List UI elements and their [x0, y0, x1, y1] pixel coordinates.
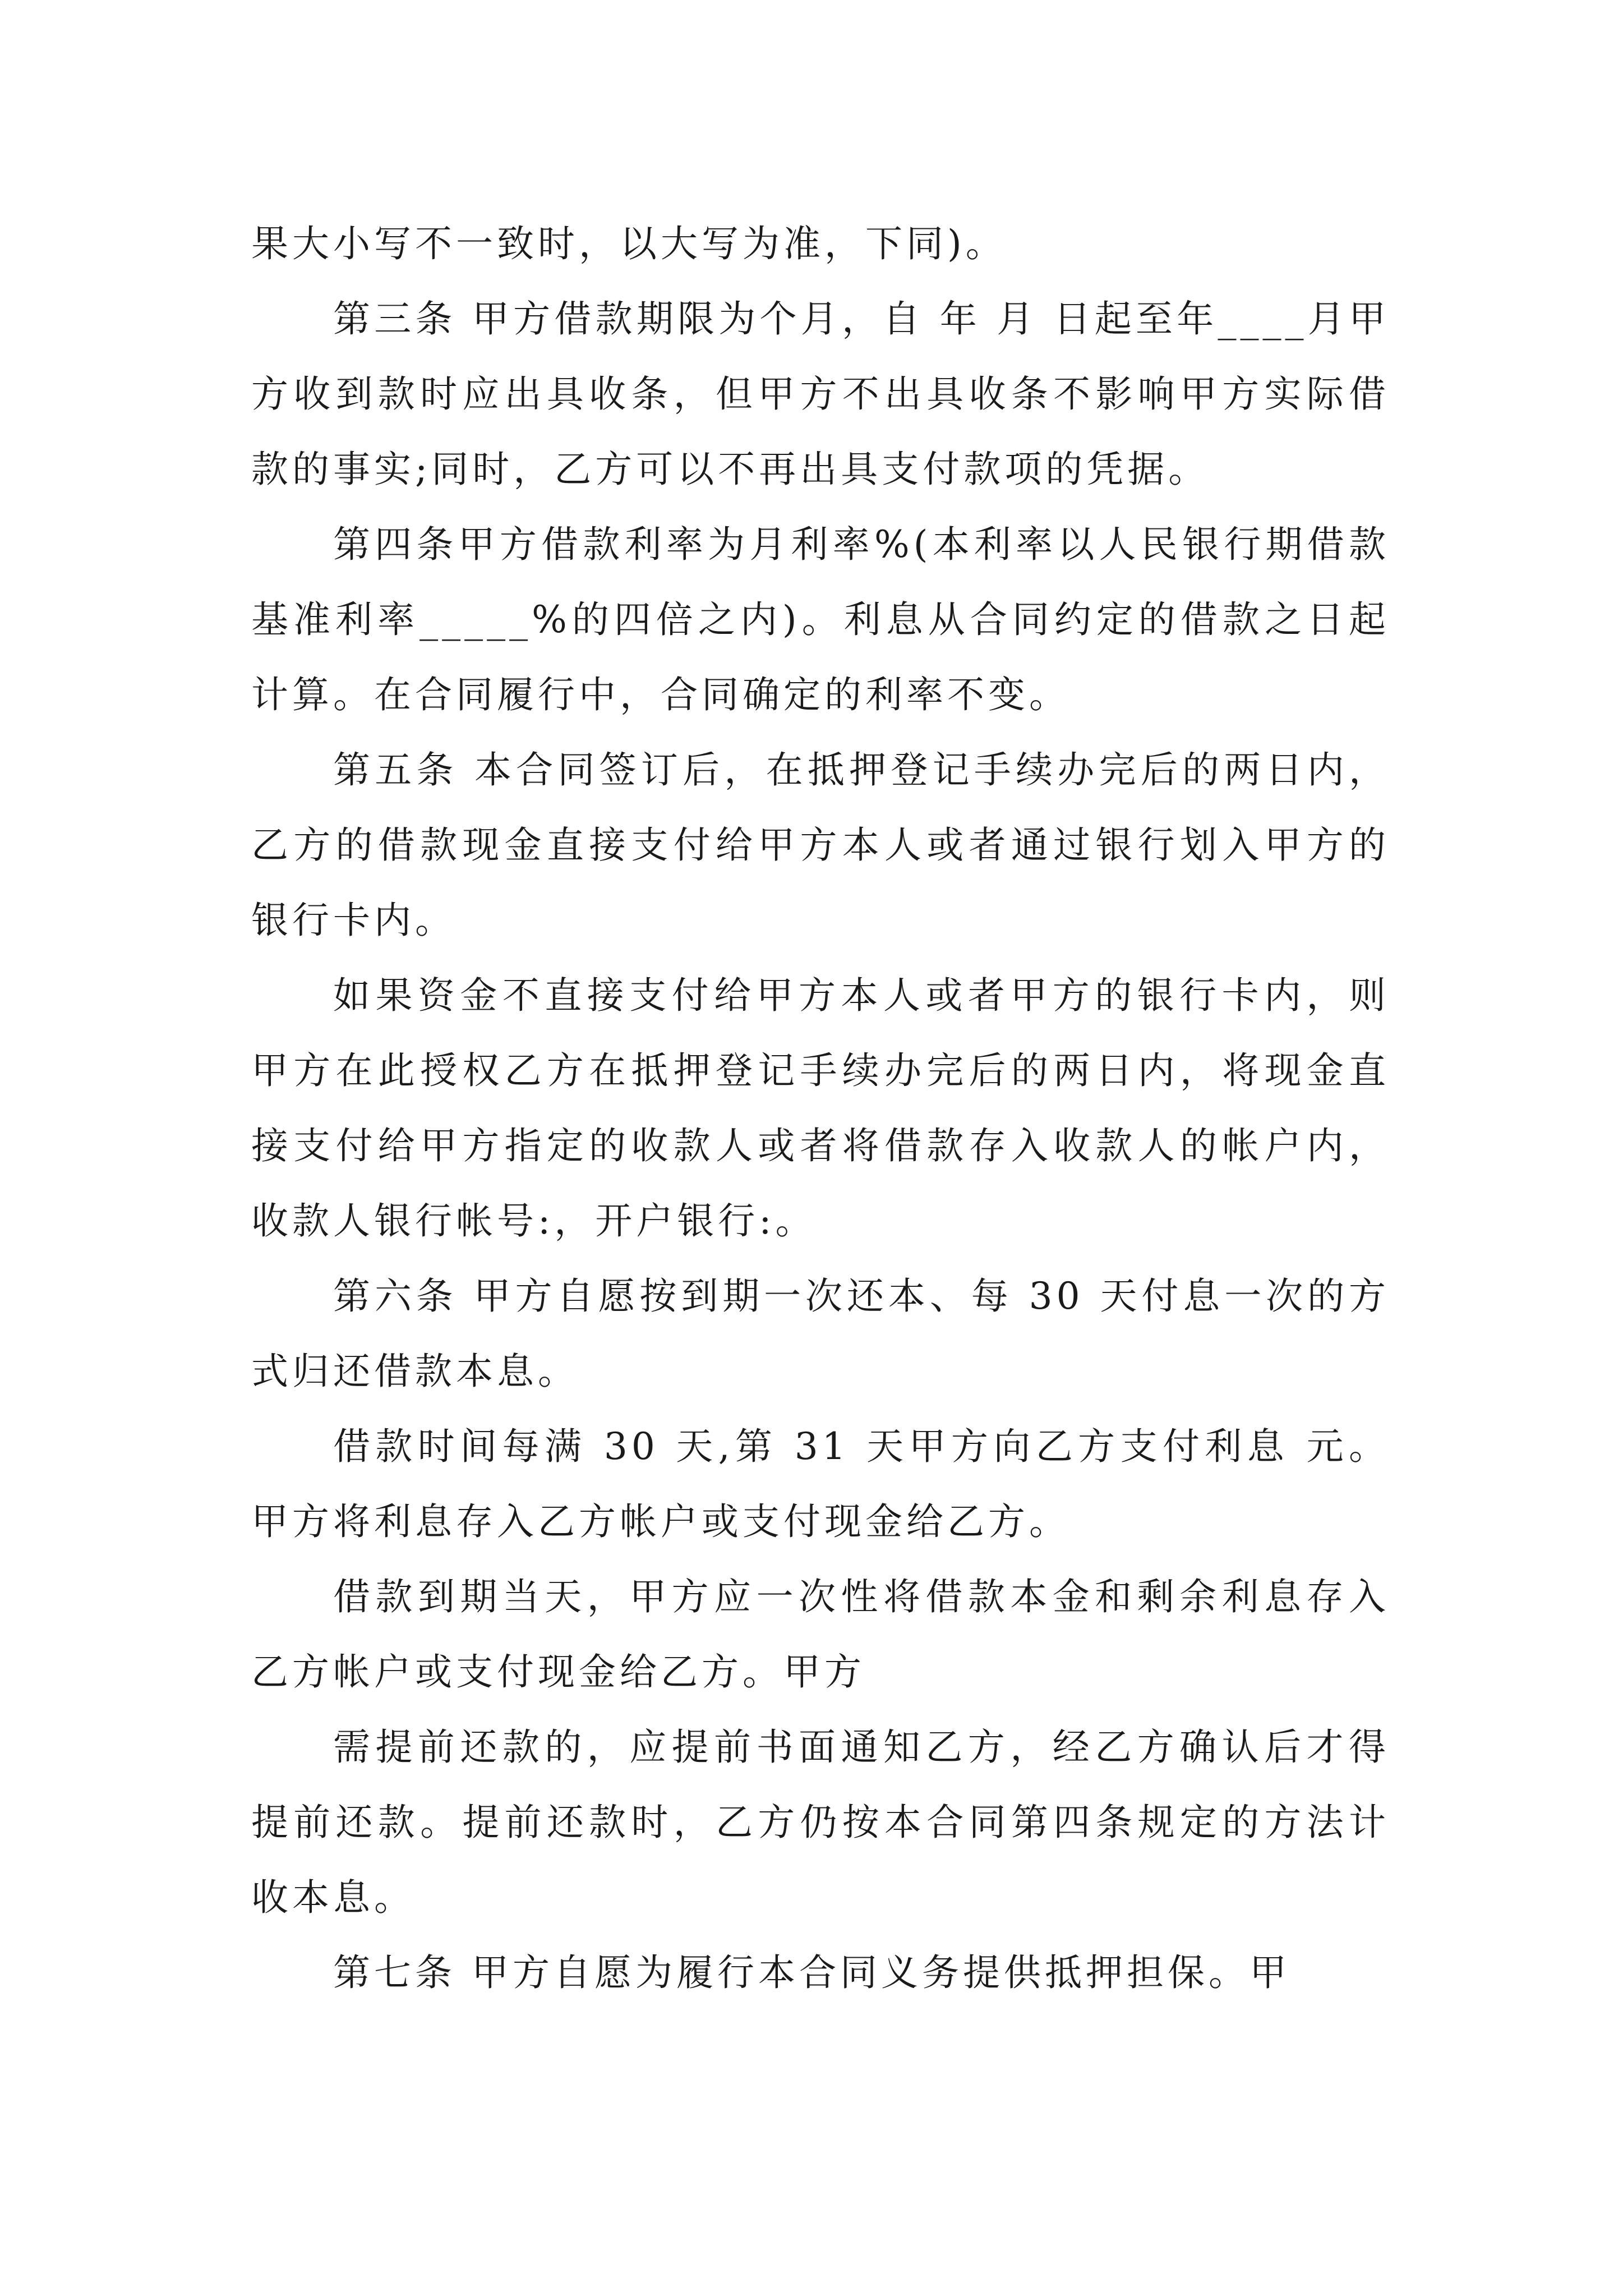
paragraph-maturity-repayment: 借款到期当天，甲方应一次性将借款本金和剩余利息存入乙方帐户或支付现金给乙方。甲方: [251, 1575, 1390, 1694]
document-body: [251, 206, 1390, 2010]
paragraph-article-3: 第三条 甲方借款期限为个月，自 年 月 日起至年____月甲方收到款时应出具收条，但甲方不出具收条不影响甲方实际借款的事实;同时，乙方可以不再出具支付款项的凭据。: [251, 297, 1390, 491]
paragraph-continuation: 果大小写不一致时，以大写为准，下同)。: [251, 222, 1007, 265]
paragraph-article-6: 第六条 甲方自愿按到期一次还本、每 30 天付息一次的方式归还借款本息。: [251, 1274, 1390, 1393]
paragraph-payment-authorization: 如果资金不直接支付给甲方本人或者甲方的银行卡内，则甲方在此授权乙方在抵押登记手续办完后的两日内，将现金直接支付给甲方指定的收款人或者将借款存入收款人的帐户内，收款人银行帐号:，开户银行:。: [251, 974, 1390, 1243]
paragraph-article-4: 第四条甲方借款利率为月利率%(本利率以人民银行期借款基准利率_____%的四倍之内)。利息从合同约定的借款之日起计算。在合同履行中，合同确定的利率不变。: [251, 523, 1390, 716]
paragraph-article-5: 第五条 本合同签订后，在抵押登记手续办完后的两日内，乙方的借款现金直接支付给甲方本人或者通过银行划入甲方的银行卡内。: [251, 748, 1390, 942]
paragraph-early-repayment: 需提前还款的，应提前书面通知乙方，经乙方确认后才得提前还款。提前还款时，乙方仍按本合同第四条规定的方法计收本息。: [251, 1726, 1390, 1919]
paragraph-interest-payment: 借款时间每满 30 天,第 31 天甲方向乙方支付利息 元。甲方将利息存入乙方帐户或支付现金给乙方。: [251, 1425, 1390, 1543]
paragraph-article-7: 第七条 甲方自愿为履行本合同义务提供抵押担保。甲: [333, 1951, 1290, 1994]
